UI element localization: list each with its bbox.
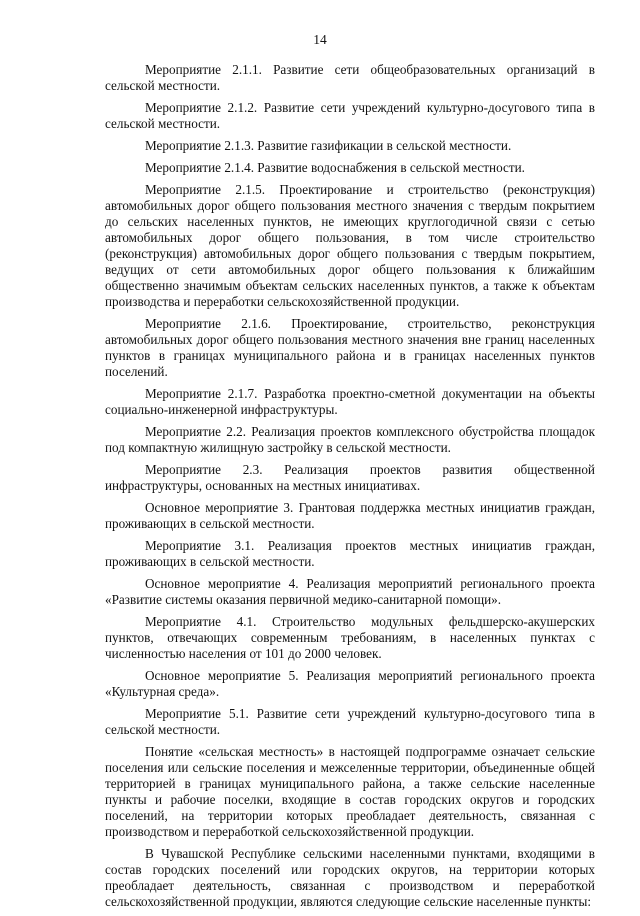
- paragraph-measure-2-2: Мероприятие 2.2. Реализация проектов комплексного обустройства площадок под компактную жилищную застройку в сельской местности.: [105, 424, 595, 455]
- paragraph-rural-area-definition: Понятие «сельская местность» в настоящей подпрограмме означает сельские поселения или сельские поселения и межселенные территории, объединенные общей территорией в границах муниципального района, а также сельские населенные пункты и рабочие поселки, входящие в состав городских округов и городских поселений, на территории которых преобладает деятельность, связанная с производством и переработкой сельскохозяйственной продукции.: [105, 744, 595, 839]
- paragraph-measure-2-1-3: Мероприятие 2.1.3. Развитие газификации в сельской местности.: [145, 138, 512, 153]
- paragraph-main-measure-5: Основное мероприятие 5. Реализация мероприятий регионального проекта «Культурная среда».: [105, 668, 595, 699]
- paragraph-measure-4-1: Мероприятие 4.1. Строительство модульных фельдшерско-акушерских пунктов, отвечающих современным требованиям, в населенных пунктах с численностью населения от 101 до 2000 человек.: [105, 614, 595, 661]
- paragraph-chuvash-rural-settlements: В Чувашской Республике сельскими населенными пунктами, входящими в состав городских поселений или городских округов, на территории которых преобладает деятельность, связанная с производством и переработкой сельскохозяйственной продукции, являются следующие сельские населенные пункты:: [105, 846, 595, 909]
- paragraph-measure-2-1-2: Мероприятие 2.1.2. Развитие сети учреждений культурно-досугового типа в сельской местности.: [105, 100, 595, 131]
- page-number: 14: [313, 32, 327, 47]
- paragraph-measure-2-3: Мероприятие 2.3. Реализация проектов развития общественной инфраструктуры, основанных на местных инициативах.: [105, 462, 595, 493]
- paragraph-measure-2-1-5: Мероприятие 2.1.5. Проектирование и строительство (реконструкция) автомобильных дорог общего пользования местного значения с твердым покрытием до сельских населенных пунктов, не имеющих круглогодичной связи с сетью автомобильных дорог общего пользования, в том числе строительство (реконструкция) автомобильных дорог общего пользования с твердым покрытием, ведущих от сети автомобильных дорог общего пользования к ближайшим общественно значимым объектам сельских населенных пунктов, а также к объектам производства и переработки сельскохозяйственной продукции.: [105, 182, 595, 309]
- paragraph-main-measure-3: Основное мероприятие 3. Грантовая поддержка местных инициатив граждан, проживающих в сельской местности.: [105, 500, 595, 531]
- paragraph-measure-2-1-4: Мероприятие 2.1.4. Развитие водоснабжения в сельской местности.: [145, 160, 525, 175]
- paragraph-measure-3-1: Мероприятие 3.1. Реализация проектов местных инициатив граждан, проживающих в сельской местности.: [105, 538, 595, 569]
- paragraph-measure-2-1-6: Мероприятие 2.1.6. Проектирование, строительство, реконструкция автомобильных дорог общего пользования местного значения вне границ населенных пунктов в границах муниципального района и в границах населенных пунктов поселений.: [105, 316, 595, 379]
- paragraph-measure-2-1-1: Мероприятие 2.1.1. Развитие сети общеобразовательных организаций в сельской местности.: [105, 62, 595, 93]
- paragraph-main-measure-4: Основное мероприятие 4. Реализация мероприятий регионального проекта «Развитие системы оказания первичной медико-санитарной помощи».: [105, 576, 595, 607]
- body-text: [105, 62, 595, 916]
- paragraph-measure-5-1: Мероприятие 5.1. Развитие сети учреждений культурно-досугового типа в сельской местности.: [105, 706, 595, 737]
- paragraph-measure-2-1-7: Мероприятие 2.1.7. Разработка проектно-сметной документации на объекты социально-инженерной инфраструктуры.: [105, 386, 595, 417]
